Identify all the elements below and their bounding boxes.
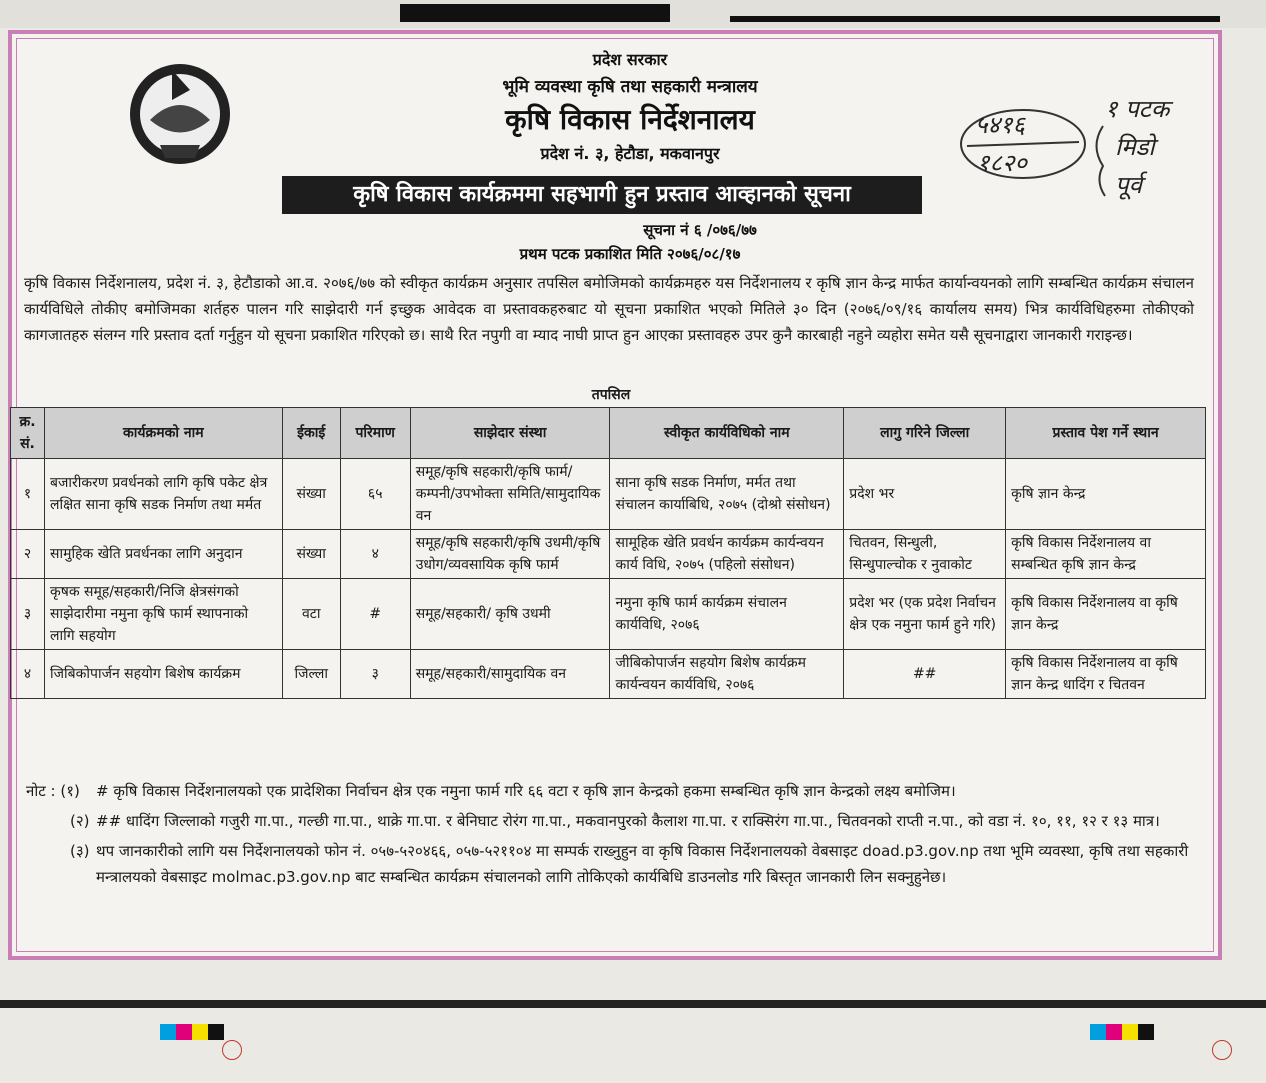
hand-note3: पूर्व — [1115, 171, 1142, 199]
header-ministry: भूमि व्यवस्था कृषि तथा सहकारी मन्त्रालय — [502, 77, 758, 97]
color-registration-strip-right — [1090, 1024, 1154, 1040]
notice-banner: कृषि विकास कार्यक्रममा सहभागी हुन प्रस्ताव आव्हानको सूचना — [282, 176, 922, 214]
header-place: प्रस्ताव पेश गर्ने स्थान — [1006, 408, 1206, 459]
cell-quantity: ३ — [340, 650, 410, 699]
cell-quantity: ६५ — [340, 459, 410, 530]
note-text: ## धादिंग जिल्लाको गजुरी गा.पा., गल्छी गा.पा., थाक्रे गा.पा. र बेनिघाट रोरंग गा.पा., मकवानपुरको कैलाश गा.पा. र राक्सिरंग गा.पा., चितवनको राप्ती न.पा., को वडा नं. १०, ११, १२ र १३ मात्र। — [96, 812, 1160, 830]
registration-mark-icon — [222, 1040, 242, 1060]
hand-denominator: १८२० — [977, 149, 1027, 177]
cell-unit: जिल्ला — [282, 650, 340, 699]
note-text: थप जानकारीको लागि यस निर्देशनालयको फोन नं. ०५७-५२०४६६, ०५७-५२११०४ मा सम्पर्क राख्नुहुन वा कृषि विकास निर्देशनालयको वेबसाइट doad.p3.gov.np तथा भूमि व्यवस्था, कृषि तथा सहकारी मन्त्रालयको वेबसाइट molmac.p3.gov.np बाट सम्बन्धित कार्यक्रम संचालनको लागि तोकिएको कार्यबिधि डाउनलोड गरि बिस्तृत जानकारी लिन सक्नुहुनेछ। — [96, 842, 1189, 886]
cell-program: बजारीकरण प्रवर्धनको लागि कृषि पकेट क्षेत्र लक्षित साना कृषि सडक निर्माण तथा मर्मत — [44, 459, 282, 530]
cell-sn: १ — [11, 459, 45, 530]
schedule-table — [10, 407, 1206, 699]
notes-section — [26, 778, 1196, 894]
header-directorate: कृषि विकास निर्देशनालय — [505, 103, 755, 136]
note-text: # कृषि विकास निर्देशनालयको एक प्रादेशिका निर्वाचन क्षेत्र एक नमुना फार्म गरि ६६ वटा र कृषि ज्ञान केन्द्रको हकमा सम्बन्धित कृषि ज्ञान केन्द्रको लक्ष्य बमोजिम। — [96, 782, 956, 800]
cell-quantity: # — [340, 579, 410, 650]
hand-note1: १ पटक — [1105, 95, 1170, 123]
top-strip — [0, 0, 1266, 28]
publish-date: प्रथम पटक प्रकाशित मिति २०७६/०८/१७ — [519, 245, 741, 263]
notice-body: कृषि विकास निर्देशनालय, प्रदेश नं. ३, हेटौडाको आ.व. २०७६/७७ को स्वीकृत कार्यक्रम अनुसार तपसिल बमोजिमको कार्यक्रमहरु यस निर्देशनालय र कृषि ज्ञान केन्द्र मार्फत कार्यान्वयनको लागि सम्बन्धित कार्यक्रम संचालन कार्यविधिले तोकीए बमोजिमका शर्तहरु पालन गरि साझेदारी गर्न इच्छुक आवेदक वा प्रस्तावकहरुबाट यो सूचना प्रकाशित भएको मितिले ३० दिन (२०७६/०९/१६ कार्यालय समय) भित्र कार्यविधिहरुमा तोकीएको कागजातहरु संलग्न गरि प्रस्ताव दर्ता गर्नुहुन यो सूचना प्रकाशित गरिएको छ। साथै रित नपुगी वा म्याद नाघी प्राप्त हुन आएका प्रस्तावहरु उपर कुनै कारबाही नहुने व्यहोरा समेत यसै सूचनाद्वारा जानकारी गराइन्छ। — [24, 274, 1194, 344]
cell-district: प्रदेश भर (एक प्रदेश निर्वाचन क्षेत्र एक नमुना फार्म हुने गरि) — [844, 579, 1006, 650]
header-quantity: परिमाण — [340, 408, 410, 459]
header-sn: क्र. सं. — [11, 408, 45, 459]
cell-program: जिबिकोपार्जन सहयोग बिशेष कार्यक्रम — [44, 650, 282, 699]
cell-partner: समूह/कृषि सहकारी/कृषि फार्म/कम्पनी/उपभोक्ता समिति/सामुदायिक वन — [410, 459, 610, 530]
hand-numerator: ५४१६ — [975, 111, 1025, 139]
cell-partner: समूह/कृषि सहकारी/कृषि उधमी/कृषि उधोग/व्यवसायिक कृषि फार्म — [410, 530, 610, 579]
header-line1: प्रदेश सरकार — [592, 50, 668, 69]
note-number: (३) — [70, 842, 90, 860]
cell-place: कृषि विकास निर्देशनालय वा सम्बन्धित कृषि ज्ञान केन्द्र — [1006, 530, 1206, 579]
handwritten-note — [955, 86, 1225, 206]
table-row — [11, 579, 1206, 650]
cell-unit: संख्या — [282, 459, 340, 530]
table-row — [11, 650, 1206, 699]
schedule-title: तपसिल — [591, 387, 631, 403]
cell-quantity: ४ — [340, 530, 410, 579]
cell-district: चितवन, सिन्धुली, सिन्धुपाल्चोक र नुवाकोट — [844, 530, 1006, 579]
cell-program: कृषक समूह/सहकारी/निजि क्षेत्रसंगको साझेदारीमा नमुना कृषि फार्म स्थापनाको लागि सहयोग — [44, 579, 282, 650]
table-row — [11, 530, 1206, 579]
color-registration-strip-left — [160, 1024, 224, 1040]
cell-district: ## — [844, 650, 1006, 699]
header-procedure: स्वीकृत कार्यविधिको नाम — [610, 408, 844, 459]
note-number: नोट : (१) — [26, 782, 80, 800]
note-item — [26, 838, 1196, 890]
cell-unit: वटा — [282, 579, 340, 650]
note-number: (२) — [70, 812, 90, 830]
cell-procedure: सामूहिक खेति प्रवर्धन कार्यक्रम कार्यन्वयन कार्य विधि, २०७५ (पहिलो संसोधन) — [610, 530, 844, 579]
notice-number: सूचना नं ६ /०७६/७७ — [643, 221, 757, 239]
cell-place: कृषि विकास निर्देशनालय वा कृषि ज्ञान केन्द्र धादिंग र चितवन — [1006, 650, 1206, 699]
cell-sn: ३ — [11, 579, 45, 650]
note-item — [26, 778, 1196, 804]
cell-partner: समूह/सहकारी/ कृषि उधमी — [410, 579, 610, 650]
table-row — [11, 459, 1206, 530]
registration-mark-icon — [1212, 1040, 1232, 1060]
cell-partner: समूह/सहकारी/सामुदायिक वन — [410, 650, 610, 699]
cell-district: प्रदेश भर — [844, 459, 1006, 530]
cell-procedure: नमुना कृषि फार्म कार्यक्रम संचालन कार्यविधि, २०७६ — [610, 579, 844, 650]
header-address: प्रदेश नं. ३, हेटौडा, मकवानपुर — [540, 144, 720, 163]
header-unit: ईकाई — [282, 408, 340, 459]
cell-sn: २ — [11, 530, 45, 579]
cell-program: सामुहिक खेति प्रवर्धनका लागि अनुदान — [44, 530, 282, 579]
note-item — [26, 808, 1196, 834]
header-program: कार्यक्रमको नाम — [44, 408, 282, 459]
cell-place: कृषि ज्ञान केन्द्र — [1006, 459, 1206, 530]
cell-place: कृषि विकास निर्देशनालय वा कृषि ज्ञान केन्द्र — [1006, 579, 1206, 650]
cell-sn: ४ — [11, 650, 45, 699]
bottom-rule — [0, 1000, 1266, 1008]
cell-unit: संख्या — [282, 530, 340, 579]
header-partner: साझेदार संस्था — [410, 408, 610, 459]
cell-procedure: जीबिकोपार्जन सहयोग बिशेष कार्यक्रम कार्यन्वयन कार्यविधि, २०७६ — [610, 650, 844, 699]
table-header-row — [11, 408, 1206, 459]
cell-procedure: साना कृषि सडक निर्माण, मर्मत तथा संचालन कार्याबिधि, २०७५ (दोश्रो संसोधन) — [610, 459, 844, 530]
header-district: लागु गरिने जिल्ला — [844, 408, 1006, 459]
hand-note2: मिडो — [1115, 133, 1155, 161]
nepal-emblem-icon — [120, 50, 240, 170]
